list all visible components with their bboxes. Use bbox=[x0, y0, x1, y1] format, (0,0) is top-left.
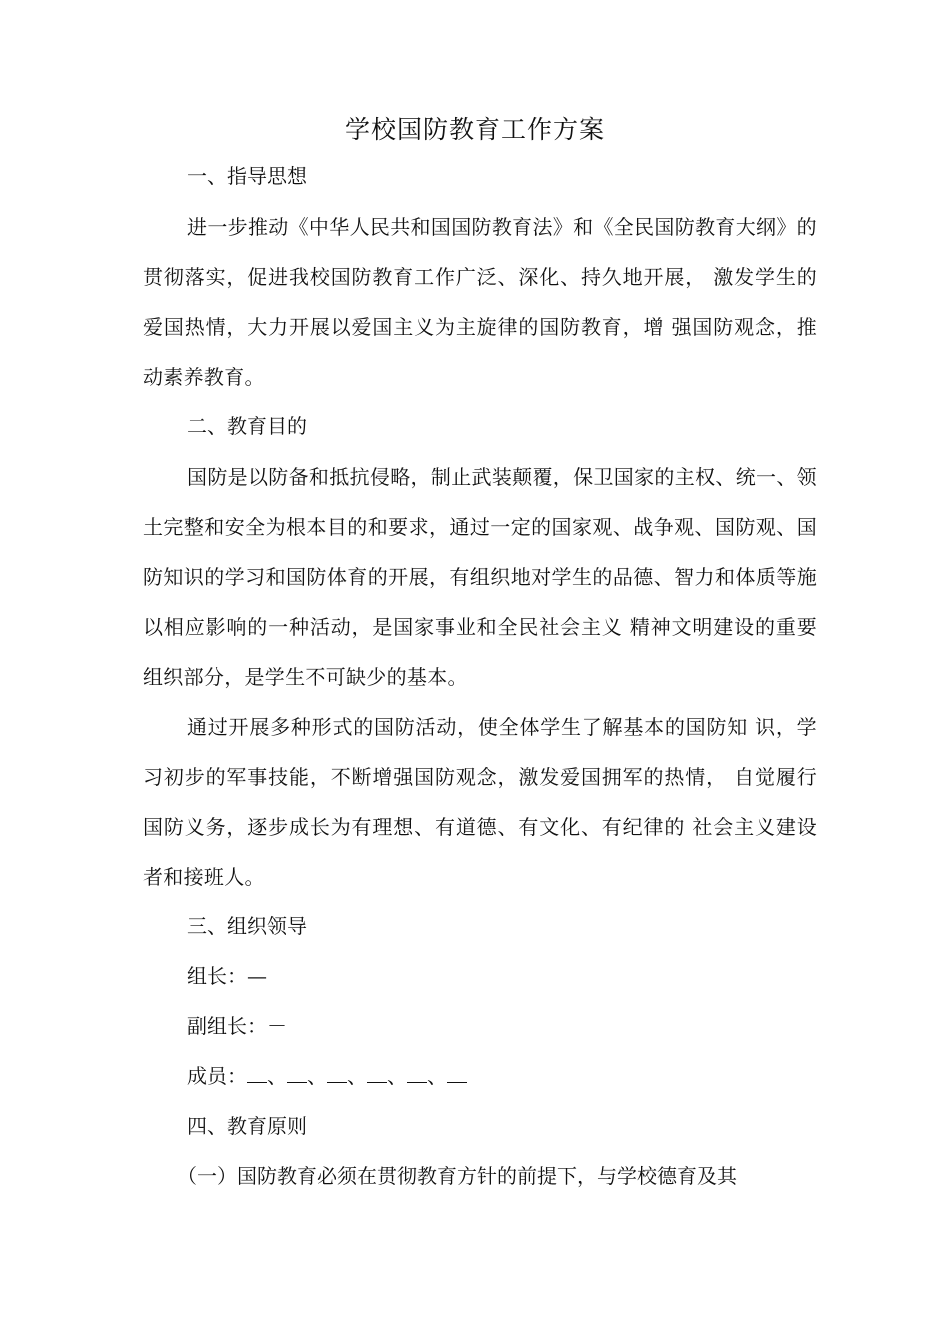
member-separator: 、 bbox=[427, 1064, 447, 1088]
paragraph-guiding-ideology: 进一步推动《中华人民共和国国防教育法》和《全民国防教育大纲》的贯彻落实，促进我校国防教育工作广泛、深化、持久地开展， 激发学生的爱国热情，大力开展以爱国主义为主旋律的国防教育，增 强国防观念，推动素养教育。 bbox=[143, 215, 817, 389]
paragraph-education-purpose-2: 通过开展多种形式的国防活动，使全体学生了解基本的国防知 识，学习初步的军事技能，不断增强国防观念，激发爱国拥军的热情， 自觉履行国防义务，逐步成长为有理想、有道德、有文化、有纪律的 社会主义建设者和接班人。 bbox=[143, 715, 817, 889]
leader-line: 组长：— bbox=[187, 964, 267, 988]
members-label: 成员： bbox=[187, 1064, 247, 1088]
member-blank bbox=[367, 1068, 387, 1083]
document-title: 学校国防教育工作方案 bbox=[344, 115, 605, 144]
member-separator: 、 bbox=[307, 1064, 327, 1088]
section-heading-education-purpose: 二、教育目的 bbox=[187, 414, 307, 438]
member-separator: 、 bbox=[267, 1064, 287, 1088]
member-blank bbox=[447, 1068, 467, 1083]
member-blank bbox=[247, 1068, 267, 1083]
member-blank bbox=[327, 1068, 347, 1083]
member-separator: 、 bbox=[347, 1064, 367, 1088]
members-line bbox=[187, 1061, 467, 1091]
member-blank bbox=[287, 1068, 307, 1083]
section-heading-guiding-ideology: 一、指导思想 bbox=[187, 164, 307, 188]
member-blank bbox=[407, 1068, 427, 1083]
section-heading-education-principles: 四、教育原则 bbox=[187, 1114, 307, 1138]
deputy-leader-line: 副组长：－ bbox=[187, 1014, 287, 1038]
section-heading-organization: 三、组织领导 bbox=[187, 914, 307, 938]
principle-item-1: （一）国防教育必须在贯彻教育方针的前提下，与学校德育及其 bbox=[177, 1164, 737, 1188]
paragraph-education-purpose-1: 国防是以防备和抵抗侵略，制止武装颠覆，保卫国家的主权、统一、领土完整和安全为根本目的和要求，通过一定的国家观、战争观、国防观、国防知识的学习和国防体育的开展，有组织地对学生的品德、智力和体质等施以相应影响的一种活动，是国家事业和全民社会主义 精神文明建设的重要组织部分，是学生不可缺少的基本。 bbox=[143, 465, 817, 689]
member-separator: 、 bbox=[387, 1064, 407, 1088]
